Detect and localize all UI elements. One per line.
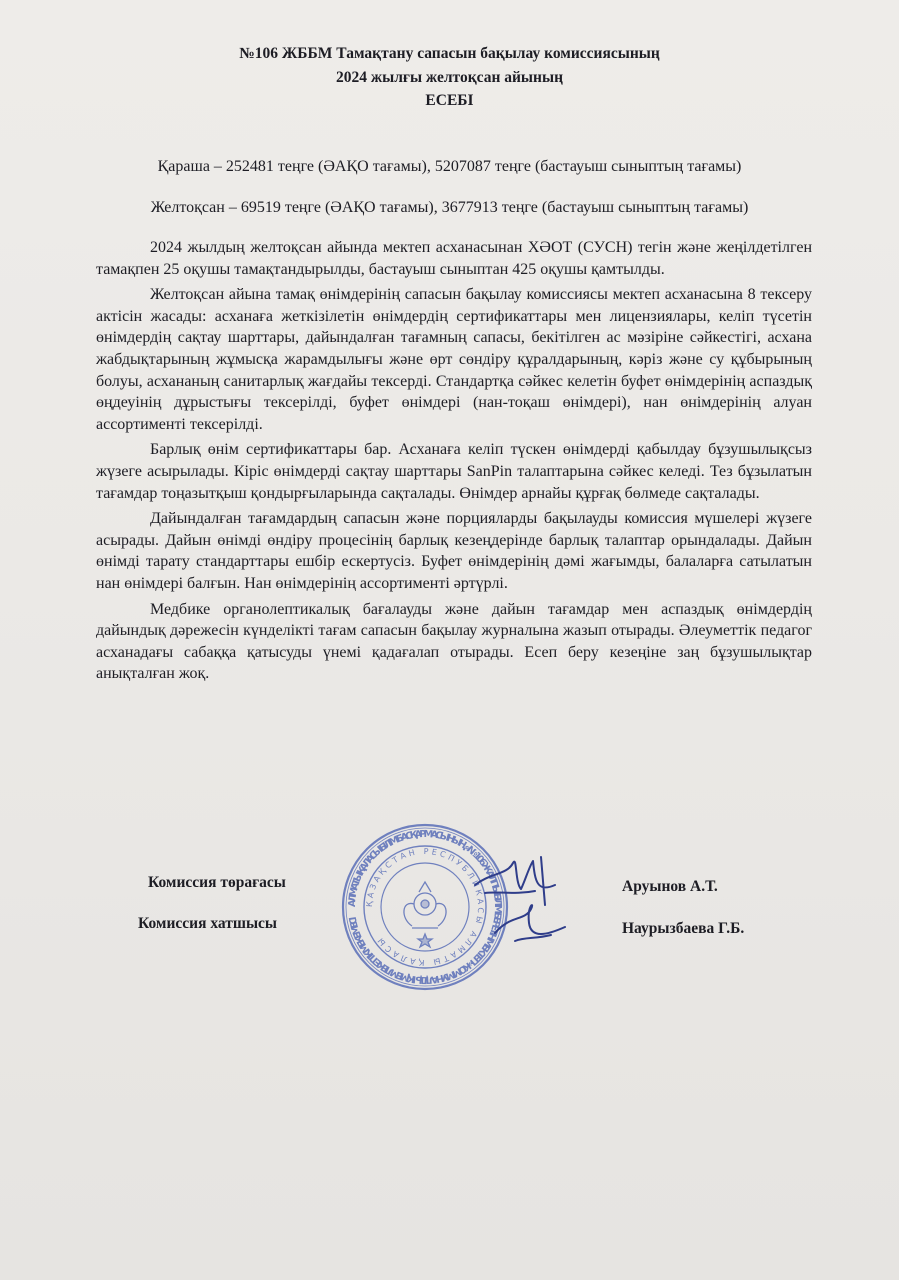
secretary-label: Комиссия хатшысы: [138, 915, 278, 932]
paragraph-inspections: Желтоқсан айына тамақ өнімдерінің сапасын бақылау комиссиясы мектеп асханасына 8 тексеру актісін жасады: асханаға жеткізілетін өнімдердің сертификаттары мен лицензиялары, келіп түсетін өнімдердің сақтау шарттары, дайындалған тағамның сапасы, бекітілген ас мәзіріне сәйкестігі, асхана жабдықтарының жұмысқа жарамдылығы және өрт сөндіру құралдарының, кәріз және су құбырының болуы, асхананың санитарлық жағдайы тексерді. Стандартқа сәйкес келетін буфет өнімдерінің аспаздық өңдеуінің дұрыстығы тексерілді, буфет өнімдері (нан-тоқаш өнімдері), нан өнімдерінің алуан ассортименті тексерілді.: [96, 286, 812, 433]
emblem-icon: [404, 882, 446, 947]
paragraph-nurse-journal: Медбике органолептикалық бағалауды және дайын тағамдар мен аспаздық өнімдердің дайындық дәрежесін күнделікті тағам сапасын бақылау журналына жазып отырады. Әлеуметтік педагог асханадағы сабаққа қатысуды үнемі қадағалап отырады. Есеп беру кезеңіне заң бұзушылықтар анықталған жоқ.: [96, 600, 812, 683]
summary-november: Қараша – 252481 теңге (ӘАҚО тағамы), 5207087 теңге (бастауыш сыныптың тағамы): [157, 158, 742, 175]
stamp-outer-text: АЛМАТЫ ҚАЛАСЫ БІЛІМ БАСҚАРМАСЫНЫҢ «№106 ЖАЛПЫ БІЛІМ БЕРЕТІН МЕКТЕП» КОММУНАЛДЫҚ МЕМЛЕКЕТТІК МЕКЕМЕСІ: [346, 828, 504, 986]
report-title-line3: ЕСЕБІ: [425, 92, 474, 109]
paragraph-certificates: Барлық өнім сертификаттары бар. Асханаға келіп түскен өнімдерді қабылдау бұзушылықсыз жүзеге асырылады. Кіріс өнімдерді сақтау шарттары SanPin талаптарына сәйкес келеді. Тез бұзылатын тағамдар тоңазытқыш қондырғыларында сақталады. Өнімдер арнайы құрғақ бөлмеде сақталады.: [96, 441, 812, 502]
paragraph-quality-control: Дайындалған тағамдардың сапасын және порцияларды бақылауды комиссия мүшелері жүзеге асырады. Дайын өнімді өндіру процесінің барлық кезеңдерінде барлық талаптар орындалады. Дайын өнімді тарату стандарттары ешбір ескертусіз. Буфет өнімдерінің дәмі жағымды, балаларға сатылатын нан өнімдері балғын. Нан өнімдерінің ассортименті әртүрлі.: [96, 510, 812, 592]
report-title-line1: №106 ЖББМ Тамақтану сапасын бақылау комиссиясының: [239, 45, 660, 62]
summary-december: Желтоқсан – 69519 теңге (ӘАҚО тағамы), 3677913 теңге (бастауыш сыныптың тағамы): [150, 199, 749, 216]
report-title-line2: 2024 жылғы желтоқсан айының: [336, 69, 563, 86]
secretary-name: Наурызбаева Г.Б.: [622, 920, 745, 937]
stamp-inner-text: ҚАЗАҚСТАН РЕСПУБЛИКАСЫ АЛМАТЫ ҚАЛАСЫ: [364, 846, 486, 968]
handwritten-signature: [455, 845, 585, 955]
chair-name: Аруынов А.Т.: [622, 878, 718, 895]
report-body: [96, 237, 812, 685]
chair-label: Комиссия төрағасы: [148, 874, 286, 891]
paragraph-meals-count: 2024 жылдың желтоқсан айында мектеп асханасынан ХӘОТ (СУСН) тегін және жеңілдетілген тамақпен 25 оқушы тамақтандырылды, бастауыш сыныптан 425 оқушы қамтылды.: [96, 239, 812, 278]
